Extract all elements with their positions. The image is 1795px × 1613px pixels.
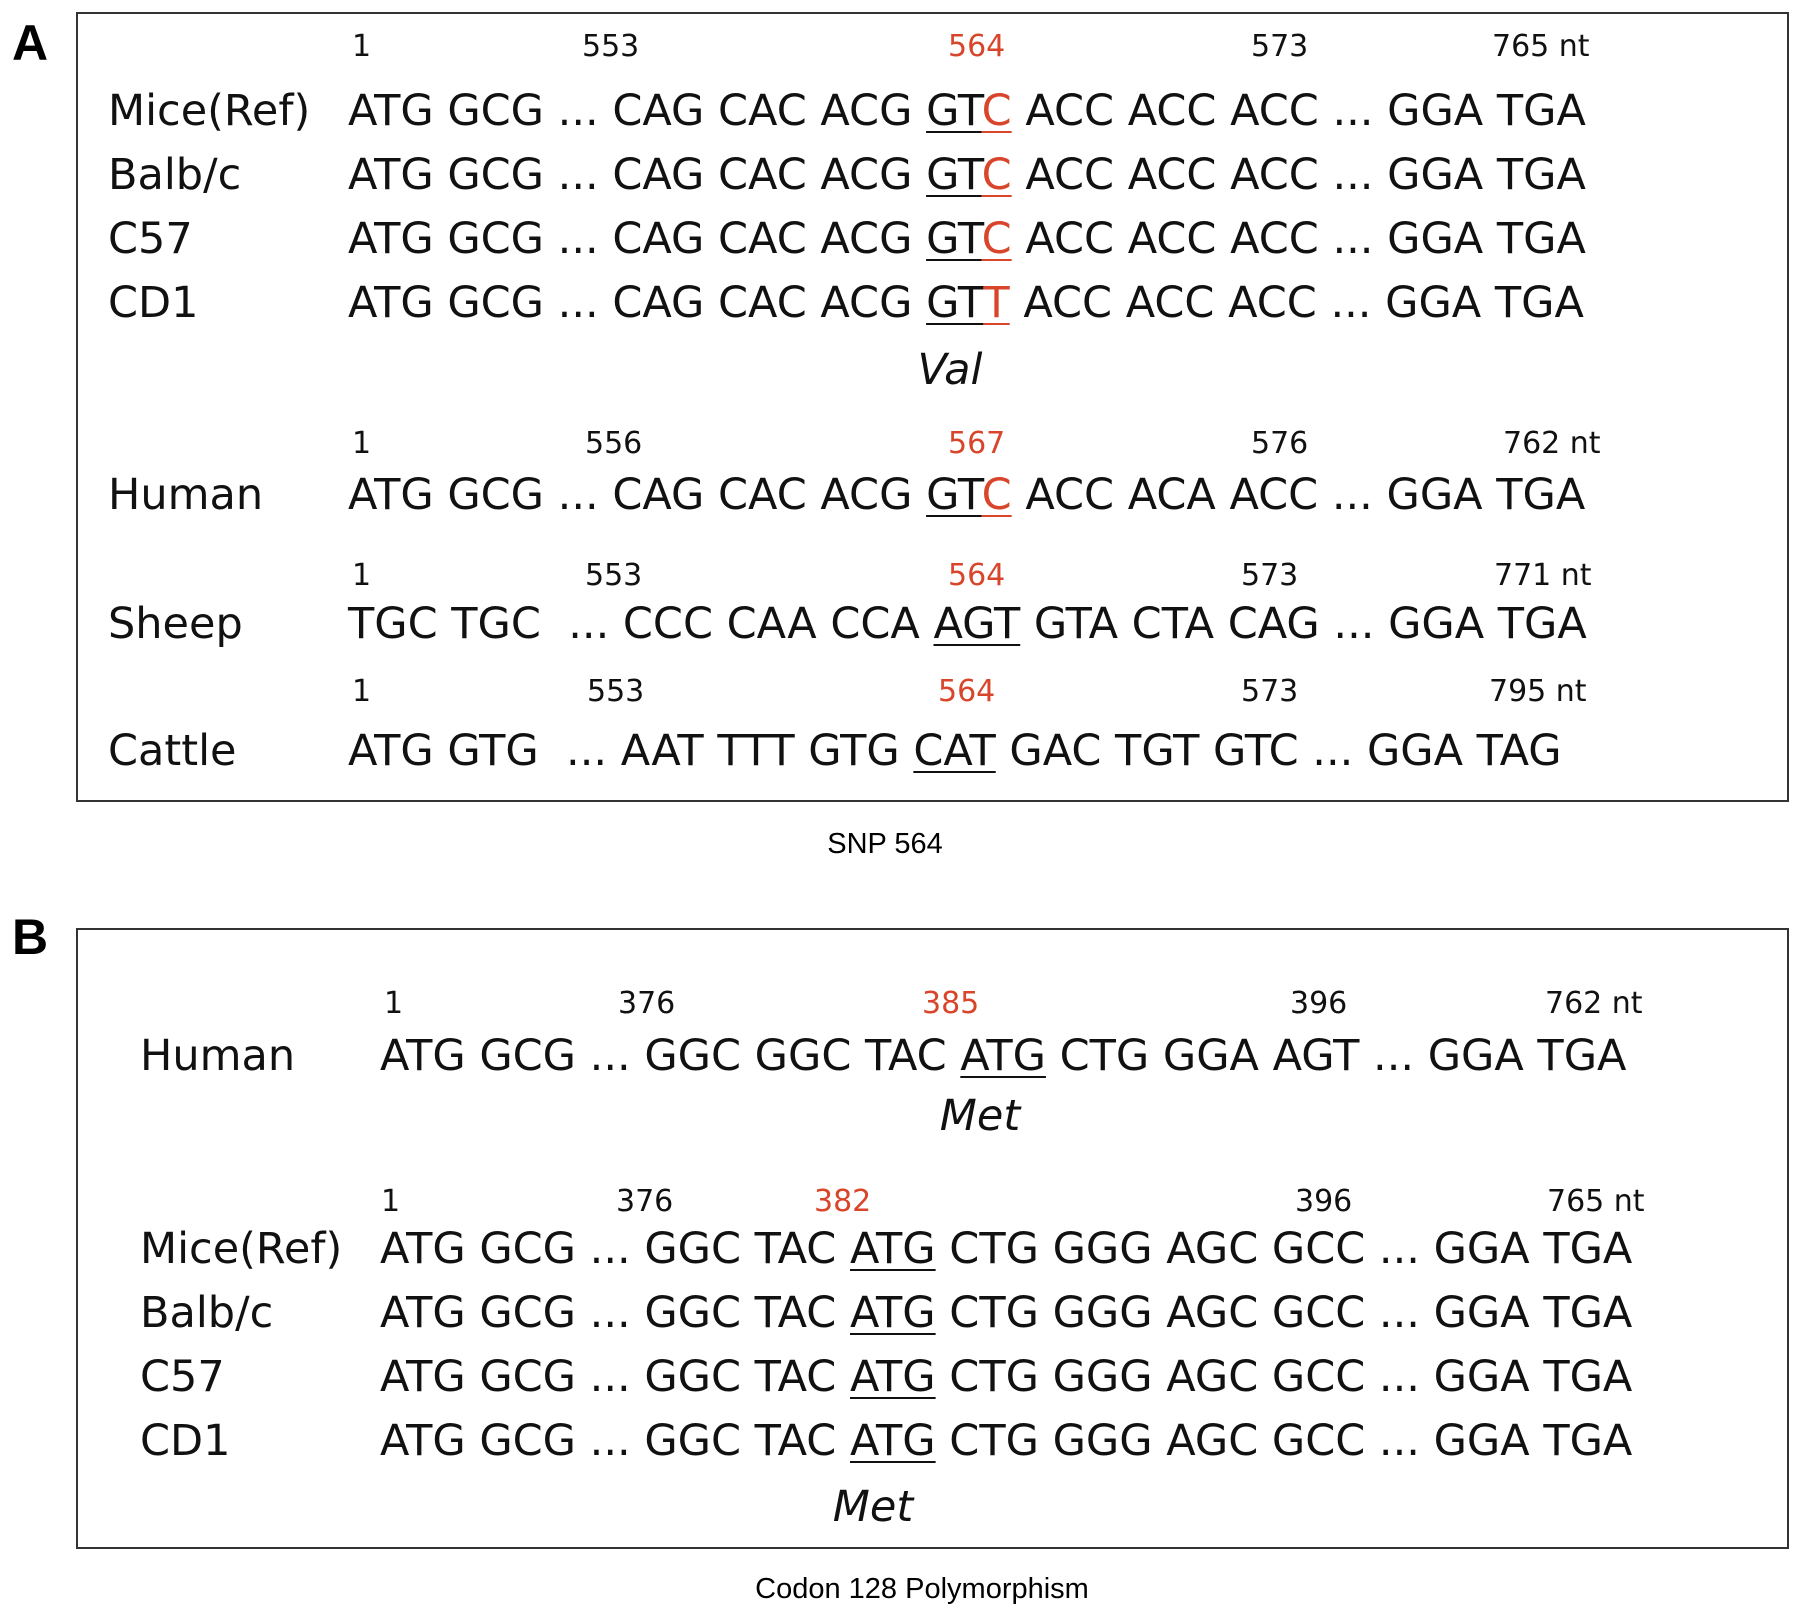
snp-base: C xyxy=(981,470,1012,520)
sequence-row: ATG GCG ... CAG CAC ACG GTC ACC ACC ACC ... GGA TGA xyxy=(348,150,1586,200)
length-marker: 765 nt xyxy=(1547,1184,1645,1219)
snp-position-marker: 564 xyxy=(938,674,996,709)
position-marker: 1 xyxy=(384,986,404,1021)
species-label: CD1 xyxy=(140,1416,231,1466)
snp-position-marker: 564 xyxy=(948,558,1006,593)
position-marker: 1 xyxy=(352,558,372,593)
codon: AGT xyxy=(933,599,1021,649)
species-label: Mice(Ref) xyxy=(140,1224,343,1274)
codon: ATG xyxy=(849,1288,936,1338)
sequence-row: TGC TGC ... CCC CAA CCA AGT GTA CTA CAG ... GGA TGA xyxy=(348,599,1587,649)
species-label: Cattle xyxy=(108,726,237,776)
codon: GT xyxy=(926,150,982,200)
sequence-row: ATG GCG ... GGC GGC TAC ATG CTG GGA AGT ... GGA TGA xyxy=(380,1031,1627,1081)
codon: ATG xyxy=(849,1416,936,1466)
snp-base: T xyxy=(983,278,1010,328)
species-label: CD1 xyxy=(108,278,199,328)
position-marker: 396 xyxy=(1290,986,1348,1021)
length-marker: 771 nt xyxy=(1494,558,1592,593)
codon: ATG xyxy=(849,1224,936,1274)
snp-position-marker: 382 xyxy=(814,1184,872,1219)
position-marker: 556 xyxy=(585,426,643,461)
species-label: Mice(Ref) xyxy=(108,86,311,136)
codon: GT xyxy=(926,86,982,136)
codon: GT xyxy=(926,214,982,264)
length-marker: 795 nt xyxy=(1489,674,1587,709)
snp-position-marker: 385 xyxy=(922,986,980,1021)
panel-a-letter: A xyxy=(12,15,49,71)
position-marker: 553 xyxy=(587,674,645,709)
sequence-row: ATG GCG ... CAG CAC ACG GTC ACC ACC ACC ... GGA TGA xyxy=(348,86,1586,136)
codon: ATG xyxy=(960,1031,1046,1081)
codon: ATG xyxy=(849,1352,936,1402)
codon: GT xyxy=(926,470,982,520)
codon: GT xyxy=(926,278,984,328)
amino-acid-label: Val xyxy=(917,345,983,395)
species-label: Sheep xyxy=(108,599,243,649)
species-label: Human xyxy=(140,1031,296,1081)
position-marker: 1 xyxy=(352,426,372,461)
position-marker: 1 xyxy=(352,29,372,64)
panel-b-caption: Codon 128 Polymorphism xyxy=(755,1573,1089,1605)
position-marker: 573 xyxy=(1241,558,1299,593)
amino-acid-label: Met xyxy=(832,1482,914,1532)
amino-acid-label: Met xyxy=(939,1091,1021,1141)
snp-base: C xyxy=(981,150,1012,200)
sequence-row: ATG GCG ... GGC TAC ATG CTG GGG AGC GCC ... GGA TGA xyxy=(380,1288,1633,1338)
snp-base: C xyxy=(981,86,1012,136)
sequence-row: ATG GCG ... CAG CAC ACG GTC ACC ACC ACC ... GGA TGA xyxy=(348,214,1586,264)
panel-b-letter: B xyxy=(12,909,49,965)
sequence-row: ATG GCG ... GGC TAC ATG CTG GGG AGC GCC ... GGA TGA xyxy=(380,1352,1633,1402)
snp-base: C xyxy=(981,214,1012,264)
length-marker: 765 nt xyxy=(1492,29,1590,64)
sequence-row: ATG GCG ... GGC TAC ATG CTG GGG AGC GCC ... GGA TGA xyxy=(380,1416,1633,1466)
species-label: C57 xyxy=(108,214,193,264)
species-label: Balb/c xyxy=(108,150,242,200)
sequence-row: ATG GCG ... CAG CAC ACG GTT ACC ACC ACC ... GGA TGA xyxy=(348,278,1584,328)
position-marker: 376 xyxy=(618,986,676,1021)
position-marker: 1 xyxy=(381,1184,401,1219)
position-marker: 396 xyxy=(1295,1184,1353,1219)
species-label: Balb/c xyxy=(140,1288,274,1338)
species-label: C57 xyxy=(140,1352,225,1402)
snp-position-marker: 567 xyxy=(948,426,1006,461)
position-marker: 553 xyxy=(585,558,643,593)
snp-position-marker: 564 xyxy=(948,29,1006,64)
length-marker: 762 nt xyxy=(1503,426,1601,461)
panel-a-caption: SNP 564 xyxy=(827,828,943,860)
position-marker: 573 xyxy=(1251,29,1309,64)
species-label: Human xyxy=(108,470,264,520)
sequence-row: ATG GCG ... CAG CAC ACG GTC ACC ACA ACC ... GGA TGA xyxy=(348,470,1586,520)
length-marker: 762 nt xyxy=(1545,986,1643,1021)
position-marker: 376 xyxy=(616,1184,674,1219)
sequence-row: ATG GCG ... GGC TAC ATG CTG GGG AGC GCC ... GGA TGA xyxy=(380,1224,1633,1274)
position-marker: 576 xyxy=(1251,426,1309,461)
position-marker: 573 xyxy=(1241,674,1299,709)
position-marker: 553 xyxy=(582,29,640,64)
sequence-row: ATG GTG ... AAT TTT GTG CAT GAC TGT GTC ... GGA TAG xyxy=(348,726,1562,776)
position-marker: 1 xyxy=(352,674,372,709)
codon: CAT xyxy=(913,726,996,776)
